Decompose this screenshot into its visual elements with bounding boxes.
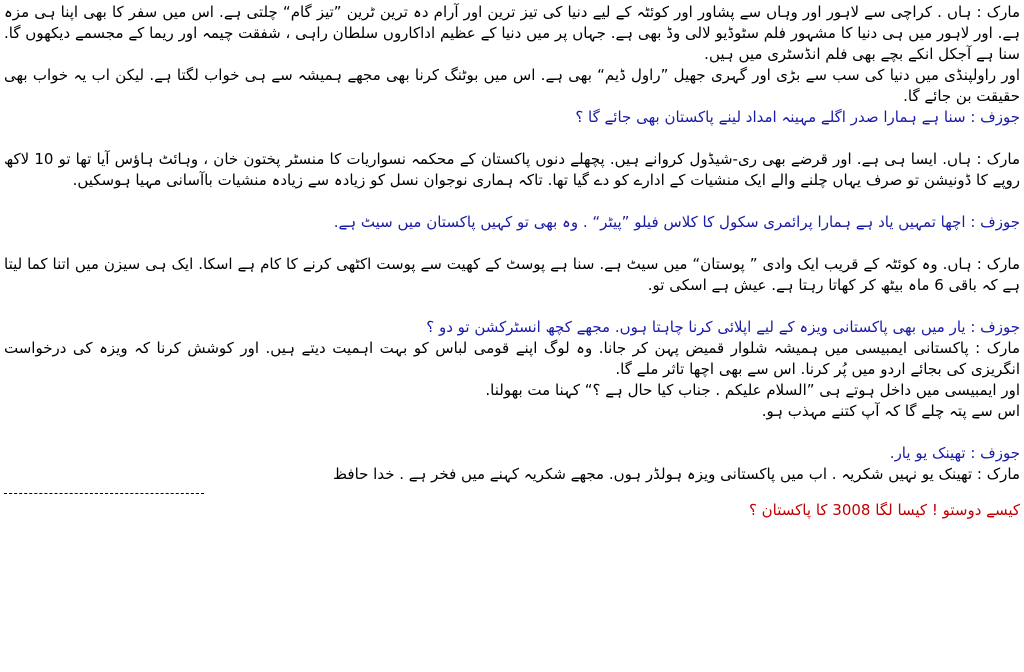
dialogue-joseph-3: جوزف : یار میں بھی پاکستانی ویزہ کے لیے اپلائی کرنا چاہتا ہوں. مجھے کچھ انسٹرکشن تو دو ؟ [426, 318, 1020, 336]
dialogue-mark-4: مارک : ہاں. وہ کوئٹہ کے قریب ایک وادی ” پوستان“ میں سیٹ ہے. سنا ہے پوسٹ کے کھیت سے پوست اکٹھی کرنے کا کام ہے اسکا. ایک ہی سیزن میں اتنا کما لیتا ہے کہ باقی 6 ماہ بیٹھ کر کھاتا رہتا ہے. عیش ہے اسکی تو. [4, 255, 1020, 294]
spacer [4, 422, 1020, 443]
dialogue-mark-2: اور راولپنڈی میں دنیا کی سب سے بڑی اور گہری جھیل ”راول ڈیم“ بھی ہے. اس میں بوٹنگ کرنا بھی مجھے ہمیشہ سے ہی خواب لگتا ہے. لیکن اب یہ خواب بھی حقیقت بن جائے گا. [4, 66, 1020, 105]
dialogue-mark-3: مارک : ہاں. ایسا ہی ہے. اور قرضے بھی ری-شیڈول کروانے ہیں. پچھلے دنوں پاکستان کے محکمہ نسواریات کا منسٹر پختون خان ، وہائٹ ہاؤس آیا تھا تو 10 لاکھ روپے کا ڈونیشن تو صرف یہاں چلنے والے ایک منشیات کے ادارے کو دے گیا تھا. تاکہ ہماری نوجوان نسل کو زیادہ سے زیادہ منشیات باآسانی مہیا ہوسکیں. [4, 150, 1020, 189]
spacer [4, 233, 1020, 254]
dialogue-joseph-4: جوزف : تھینک یو یار. [889, 444, 1020, 462]
dashed-divider [4, 493, 204, 494]
closing-question: کیسے دوستو ! کیسا لگا 3008 کا پاکستان ؟ [748, 501, 1020, 519]
spacer [4, 128, 1020, 149]
dialogue-joseph-1: جوزف : سنا ہے ہمارا صدر اگلے مہینہ امداد لینے پاکستان بھی جائے گا ؟ [575, 108, 1020, 126]
dialogue-mark-7: اس سے پتہ چلے گا کہ آپ کتنے مہذب ہو. [761, 402, 1020, 420]
spacer [4, 191, 1020, 212]
dialogue-mark-6: اور ایمبیسی میں داخل ہوتے ہی ”السلام علیکم . جناب کیا حال ہے ؟“ کہنا مت بھولنا. [485, 381, 1020, 399]
dialogue-mark-8: مارک : تھینک یو نہیں شکریہ . اب میں پاکستانی ویزہ ہولڈر ہوں. مجھے شکریہ کہنے میں فخر ہے . خدا حافظ [333, 465, 1020, 483]
spacer [4, 296, 1020, 317]
dialogue-mark-5: مارک : پاکستانی ایمبیسی میں ہمیشہ شلوار قمیض پہن کر جانا. وہ لوگ اپنے قومی لباس کو بہت اہمیت دیتے ہیں. اور کوشش کرنا کہ ویزہ کی درخواست انگریزی کی بجائے اردو میں پُر کرنا. اس سے بھی اچھا تاثر ملے گا. [4, 339, 1020, 378]
dialogue-joseph-2: جوزف : اچھا تمہیں یاد ہے ہمارا پرائمری سکول کا کلاس فیلو ”پیٹر“ . وہ بھی تو کہیں پاکستان میں سیٹ ہے. [333, 213, 1020, 231]
dialogue-mark-1: مارک : ہاں . کراچی سے لاہور اور وہاں سے پشاور اور کوئٹہ کے لیے دنیا کی تیز ترین اور آرام دہ ترین ٹرین ”تیز گام“ چلتی ہے. اس میں سفر کا بھی اپنا ہی مزہ ہے. اور لاہور میں ہی دنیا کا مشہور فلم سٹوڈیو لالی وڈ بھی ہے. جہاں پر میں دنیا کے عظیم اداکاروں سلطان راہی ، شفقت چیمہ اور ریما کے مجسمے دیکھوں گا. سنا ہے آجکل انکے بچے بھی فلم انڈسٹری میں ہیں. [4, 3, 1020, 63]
